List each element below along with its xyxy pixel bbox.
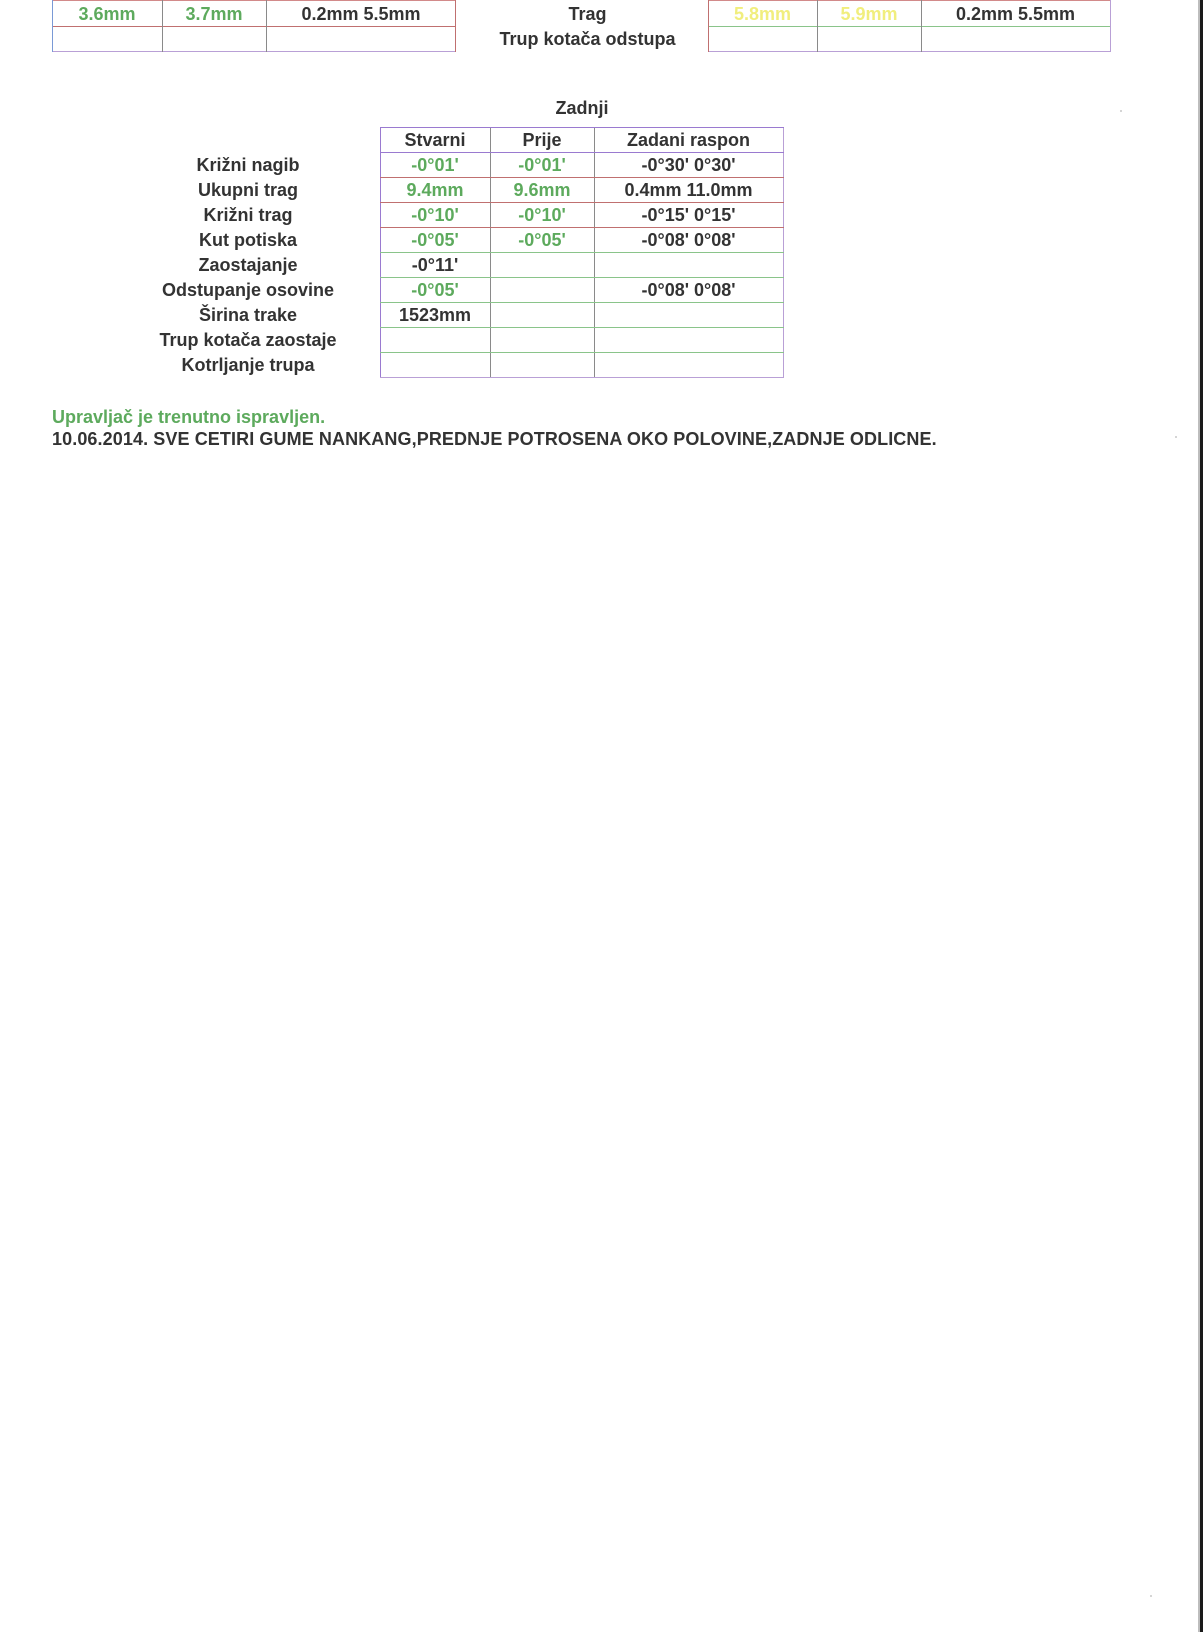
raspon-odstupanje-osovine: -0°08' 0°08' [641,280,736,300]
trag-label: Trag [568,4,607,24]
top-left-actual-cell: 3.6mm [78,4,136,24]
scan-speck [1175,436,1177,438]
top-right-before-cell: 5.9mm [840,4,898,24]
header-stvarni: Stvarni [404,130,466,150]
top-left-range-cell: 0.2mm 5.5mm [301,4,421,24]
technician-comment: 10.06.2014. SVE CETIRI GUME NANKANG,PREDNJE POTROSENA OKO POLOVINE,ZADNJE ODLICNE. [52,429,937,449]
stvarni-kut-potiska: -0°05' [411,230,459,250]
stvarni-sirina-trake: 1523mm [398,305,472,325]
row-label-kut-potiska: Kut potiska [198,230,297,250]
prije-kut-potiska: -0°05' [518,230,566,250]
prije-ukupni-trag: 9.6mm [513,180,571,200]
row-label-zaostajanje: Zaostajanje [198,255,298,275]
top-left-before-cell: 3.7mm [185,4,243,24]
header-prije: Prije [522,130,562,150]
trup-kotaca-odstupa-label: Trup kotača odstupa [499,29,676,49]
steering-status-note: Upravljač je trenutno ispravljen. [52,407,326,427]
top-right-actual-cell: 5.8mm [733,4,792,24]
prije-krizni-trag: -0°10' [518,205,566,225]
raspon-kut-potiska: -0°08' 0°08' [641,230,736,250]
row-label-sirina-trake: Širina trake [198,305,298,325]
row-label-krizni-trag: Križni trag [203,205,293,225]
row-label-ukupni-trag: Ukupni trag [197,180,298,200]
zadnji-title: Zadnji [555,98,609,118]
raspon-krizni-trag: -0°15' 0°15' [641,205,736,225]
prije-krizni-nagib: -0°01' [518,155,566,175]
stvarni-zaostajanje: -0°11' [411,255,459,275]
stvarni-ukupni-trag: 9.4mm [406,180,464,200]
row-label-kotrljanje-trupa: Kotrljanje trupa [181,355,315,375]
top-right-range-cell: 0.2mm 5.5mm [955,4,1076,24]
raspon-krizni-nagib: -0°30' 0°30' [641,155,736,175]
stvarni-krizni-trag: -0°10' [411,205,459,225]
row-label-trup-kotaca-zaostaje: Trup kotača zaostaje [159,330,337,350]
row-label-krizni-nagib: Križni nagib [196,155,300,175]
header-zadani-raspon: Zadani raspon [626,130,751,150]
scan-speck [1120,110,1122,112]
stvarni-odstupanje-osovine: -0°05' [411,280,459,300]
scan-speck [1150,1595,1152,1597]
row-label-odstupanje-osovine: Odstupanje osovine [161,280,335,300]
raspon-ukupni-trag: 0.4mm 11.0mm [624,180,753,200]
stvarni-krizni-nagib: -0°01' [411,155,459,175]
